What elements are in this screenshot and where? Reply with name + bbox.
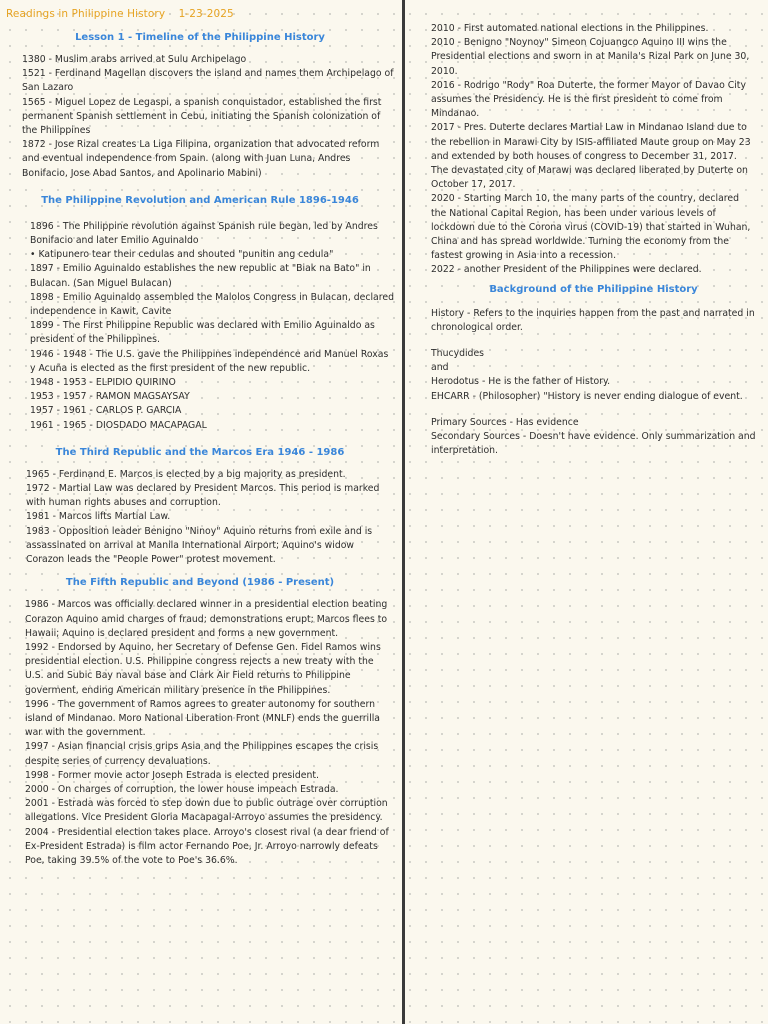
timeline-entry: 1981 - Marcos lifts Martial Law. <box>26 511 171 523</box>
timeline-entry: 1899 - The First Philippine Republic was declared with Emilio Aguinaldo as president of the Philippines. <box>30 320 375 346</box>
timeline-entry: 1996 - The government of Ramos agrees to greater autonomy for southern island of Mindanao. Moro National Liberation Front (MNLF) ends the guerrilla war with the government. <box>25 698 380 739</box>
lesson-entries <box>22 53 394 181</box>
marcos-entries <box>26 468 394 567</box>
timeline-entry: 2016 - Rodrigo "Rody" Roa Duterte, the former Mayor of Davao City assumes the Presidency. He is the first president to come from Mindanao. <box>431 79 746 120</box>
recent-timeline-entries <box>431 22 756 278</box>
timeline-entry: 1998 - Former movie actor Joseph Estrada is elected president. <box>25 769 319 781</box>
timeline-entry: 1521 - Ferdinand Magellan discovers the island and names them Archipelago of San Lazaro <box>22 68 394 94</box>
herodotus-note: Herodotus - He is the father of History. <box>431 376 611 388</box>
and-note: and <box>431 362 449 374</box>
timeline-entry: 2017 - Pres. Duterte declares Martial Law in Mindanao Island due to the rebellion in Marawi City by ISIS-affiliated Maute group on May 23 and extended by both houses of congress to December 31, 2017. The devastated city of Marawi was declared liberated by Duterte on October 17, 2017. <box>431 122 751 191</box>
timeline-entry: 1872 - Jose Rizal creates La Liga Filipina, organization that advocated reform and eventual independence from Spain. (along with Juan Luna, Andres Bonifacio, Jose Abad Santos, and Apolinario Mabini) <box>22 139 380 179</box>
notes-title: Readings in Philippine History <box>6 8 166 20</box>
ehcarr-note: EHCARR - (Philosopher) "History is never ending dialogue of event. <box>431 390 743 402</box>
timeline-entry: 1965 - Ferdinand E. Marcos is elected by a big majority as president. <box>26 468 346 480</box>
timeline-entry: 2010 - Benigno "Noynoy" Simeon Cojuangco Aquino III wins the Presidential elections and sworn in at Manila's Rizal Park on June 30, 2010. <box>431 37 750 77</box>
timeline-entry: 1972 - Martial Law was declared by President Marcos. This period is marked with human rights abuses and corruption. <box>26 483 380 509</box>
marcos-era-heading: The Third Republic and the Marcos Era 1946 - 1986 <box>55 446 345 458</box>
background-heading: Background of the Philippine History <box>489 283 698 295</box>
history-definition: History - Refers to the inquiries happen from the past and narrated in chronological order. <box>431 307 755 333</box>
fifth-republic-heading: The Fifth Republic and Beyond (1986 - Present) <box>65 577 335 589</box>
left-column <box>0 0 402 868</box>
primary-sources-note: Primary Sources - Has evidence <box>431 416 579 428</box>
president-entry: 1953 - 1957 - RAMON MAGSAYSAY <box>30 391 190 403</box>
timeline-entry: 1983 - Opposition leader Benigno "Ninoy" Aquino returns from exile and is assassinated on arrival at Manila International Airport; Aquino's widow Corazon leads the "People Power" protest movement. <box>26 525 373 566</box>
president-entry: 1961 - 1965 - DIOSDADO MACAPAGAL <box>30 419 207 431</box>
timeline-entry: 1380 - Muslim arabs arrived at Sulu Archipelago <box>22 54 247 65</box>
secondary-sources-note: Secondary Sources - Doesn't have evidence. Only summarization and interpretation. <box>431 431 756 457</box>
timeline-entry: 1565 - Miguel Lopez de Legaspi, a spanish conquistador, established the first permanent Spanish settlement in Cebu, initiating the Spanish colonization of the Philippines <box>22 96 382 137</box>
president-entry: 1948 - 1953 - ELPIDIO QUIRINO <box>30 377 176 389</box>
timeline-entry: 1898 - Emilio Aguinaldo assembled the Malolos Congress in Bulacan, declared independence in Kawit, Cavite <box>30 291 394 318</box>
lesson-title: Lesson 1 - Timeline of the Philippine History <box>75 32 325 43</box>
timeline-entry: 2010 - First automated national elections in the Philippines. <box>431 23 709 34</box>
page-header <box>6 8 394 20</box>
timeline-entry: 1946 - 1948 - The U.S. gave the Philippines independence and Manuel Roxas y Acuña is elected as the first president of the new republic. <box>30 348 389 374</box>
timeline-entry: 2020 - Starting March 10, the many parts of the country, declared the National Capital Region, has been under various levels of lockdown due to the Corona virus (COVID-19) that started in Wuhan, China and has spread worldwide. Turning the economy from the fastest growing in Asia into a recession. <box>431 193 751 262</box>
president-entry: 1957 - 1961 - CARLOS P. GARCIA <box>30 405 182 417</box>
timeline-entry: 2022 - another President of the Philippines were declared. <box>431 264 702 276</box>
timeline-entry: 2001 - Estrada was forced to step down due to public outrage over corruption allegations. Vice President Gloria Macapagal-Arroyo assumes the presidency. <box>25 798 388 824</box>
bullet-note: • Katipunero tear their cedulas and shouted "punitin ang cedula" <box>30 249 334 261</box>
timeline-entry: 1896 - The Philippine revolution against Spanish rule began, led by Andres Bonifacio and later Emilio Aguinaldo <box>30 220 378 247</box>
notes-date: 1-23-2025 <box>178 8 234 20</box>
timeline-entry: 1986 - Marcos was officially declared winner in a presidential election beating Corazon Aquino amid charges of fraud; demonstrations erupt; Marcos flees to Hawaii; Aquino is declared president and forms a new government. <box>25 599 388 639</box>
revolution-entries <box>30 220 394 433</box>
timeline-entry: 2004 - Presidential election takes place. Arroyo's closest rival (a dear friend of Ex-President Estrada) is film actor Fernando Poe, Jr. Arroyo narrowly defeats Poe, taking 39.5% of the vote to Poe's 36.6%. <box>25 826 389 866</box>
timeline-entry: 1897 - Emilio Aguinaldo establishes the new republic at "Biak na Bato" in Bulacan. (San Miguel Bulacan) <box>30 263 371 289</box>
page-divider <box>402 0 405 1024</box>
timeline-entry: 1992 - Endorsed by Aquino, her Secretary of Defense Gen. Fidel Ramos wins presidential election. U.S. Philippine congress rejects a new treaty with the U.S. and Subic Bay naval base and Clark Air Field returns to Philippine goverment, ending American military presence in the Philippines. <box>25 641 381 696</box>
timeline-entry: 1997 - Asian financial crisis grips Asia and the Philippines escapes the crisis despite series of currency devaluations. <box>25 741 379 767</box>
fifth-republic-entries <box>25 598 394 868</box>
right-column <box>407 0 768 458</box>
revolution-heading: The Philippine Revolution and American Rule 1896-1946 <box>41 194 359 206</box>
thucydides-note: Thucydides <box>431 348 485 360</box>
timeline-entry: 2000 - On charges of corruption, the lower house impeach Estrada. <box>25 783 339 795</box>
